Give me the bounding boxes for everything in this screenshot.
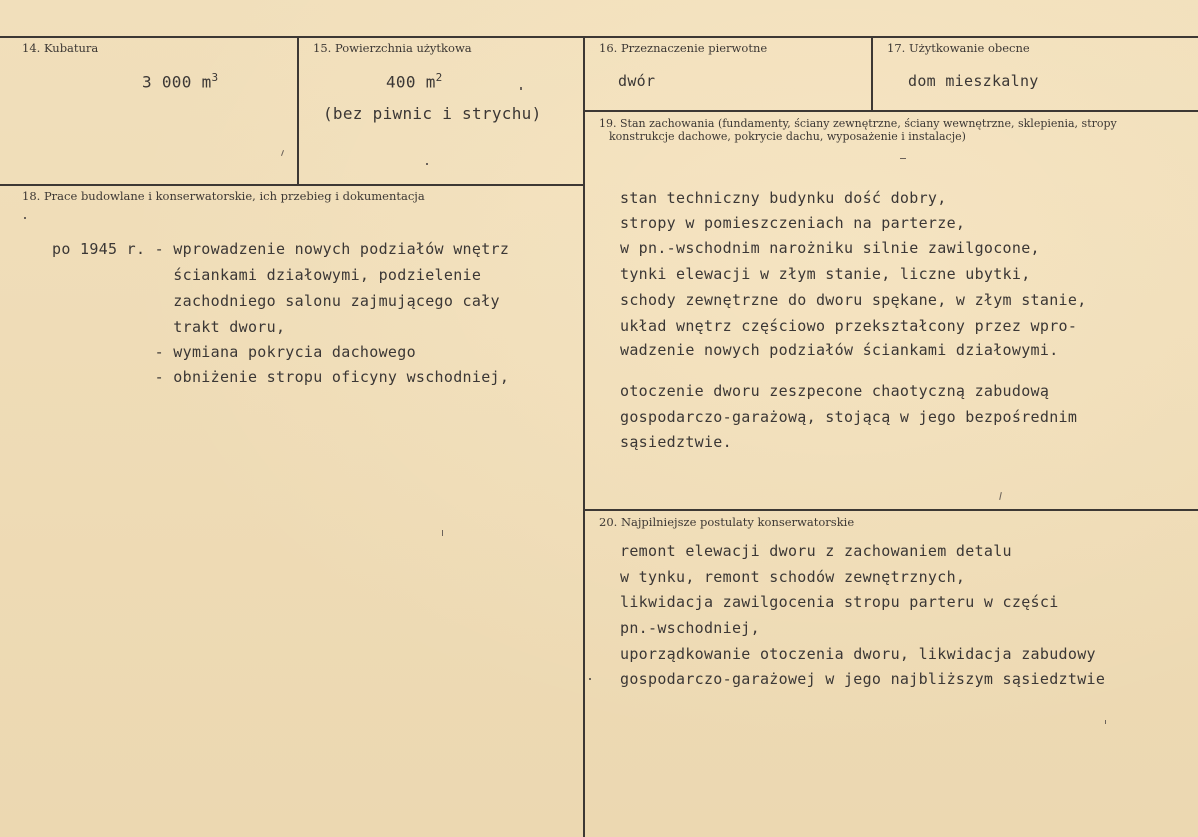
f19-line: stropy w pomieszczeniach na parterze, — [620, 214, 966, 232]
divider-row-18 — [0, 184, 584, 186]
field-17-label: 17. Użytkowanie obecne — [887, 41, 1030, 55]
kubatura-number: 3 000 m — [142, 72, 212, 92]
area-exponent: 2 — [435, 71, 443, 84]
f19-line: otoczenie dworu zeszpecone chaotyczną zabudową — [620, 382, 1050, 400]
field-20-label: 20. Najpilniejsze postulaty konserwatorskie — [599, 515, 855, 529]
field-16-label: 16. Przeznaczenie pierwotne — [599, 41, 768, 55]
f18-line: - obniżenie stropu oficyny wschodniej, — [52, 368, 510, 386]
f18-line: po 1945 r. - wprowadzenie nowych podziałów wnętrz — [52, 240, 510, 258]
f20-line: pn.-wschodniej, — [620, 619, 760, 637]
field-15-note: (bez piwnic i strychu) — [323, 104, 542, 123]
f19-line: schody zewnętrzne do dworu spękane, w złym stanie, — [620, 291, 1087, 309]
paper-speck — [900, 158, 906, 159]
paper-speck — [442, 530, 443, 536]
divider-row-19 — [584, 110, 1198, 112]
field-15-value — [386, 71, 443, 91]
divider-16-17 — [871, 37, 873, 111]
f20-line: gospodarczo-garażowej w jego najbliższym sąsiedztwie — [620, 670, 1106, 688]
f20-line: remont elewacji dworu z zachowaniem detalu — [620, 542, 1012, 560]
f18-line: - wymiana pokrycia dachowego — [52, 343, 416, 361]
paper-speck — [1105, 720, 1106, 724]
f18-line: trakt dworu, — [52, 318, 286, 336]
f20-line: w tynku, remont schodów zewnętrznych, — [620, 568, 966, 586]
paper-speck — [281, 150, 284, 156]
f19-line: tynki elewacji w złym stanie, liczne ubytki, — [620, 265, 1031, 283]
field-15-label: 15. Powierzchnia użytkowa — [313, 41, 472, 55]
divider-row-20 — [584, 509, 1198, 511]
paper-speck — [426, 163, 428, 165]
field-18-label: 18. Prace budowlane i konserwatorskie, ich przebieg i dokumentacja — [22, 189, 425, 203]
f20-line: uporządkowanie otoczenia dworu, likwidacja zabudowy — [620, 645, 1096, 663]
field-14-value — [142, 71, 218, 91]
f19-line: wadzenie nowych podziałów ściankami działowymi. — [620, 341, 1059, 359]
f20-line: likwidacja zawilgocenia stropu parteru w części — [620, 593, 1059, 611]
area-number: 400 m — [386, 72, 436, 92]
field-17-value: dom mieszkalny — [908, 72, 1039, 90]
paper-speck — [589, 678, 591, 680]
divider-14-15 — [297, 37, 299, 185]
f18-line: ściankami działowymi, podzielenie — [52, 266, 482, 284]
f19-line: układ wnętrz częściowo przekształcony przez wpro- — [620, 317, 1078, 335]
f19-line: sąsiedztwie. — [620, 433, 732, 451]
top-border — [0, 36, 1198, 38]
field-19-label-line1: 19. Stan zachowania (fundamenty, ściany zewnętrzne, ściany wewnętrzne, sklepienia, stropy — [599, 117, 1117, 130]
field-14-label: 14. Kubatura — [22, 41, 99, 55]
f19-line: w pn.-wschodnim narożniku silnie zawilgocone, — [620, 239, 1040, 257]
field-16-value: dwór — [618, 72, 656, 90]
paper-speck — [999, 492, 1002, 500]
field-19-label-line2: konstrukcje dachowe, pokrycie dachu, wyposażenie i instalacje) — [609, 130, 966, 143]
f19-line: gospodarczo-garażową, stojącą w jego bezpośrednim — [620, 408, 1078, 426]
f18-line: zachodniego salonu zajmującego cały — [52, 292, 500, 310]
kubatura-exponent: 3 — [211, 71, 219, 84]
main-vertical-divider — [583, 37, 585, 837]
f19-line: stan techniczny budynku dość dobry, — [620, 189, 947, 207]
paper-speck — [24, 217, 26, 219]
paper-speck — [520, 87, 522, 90]
